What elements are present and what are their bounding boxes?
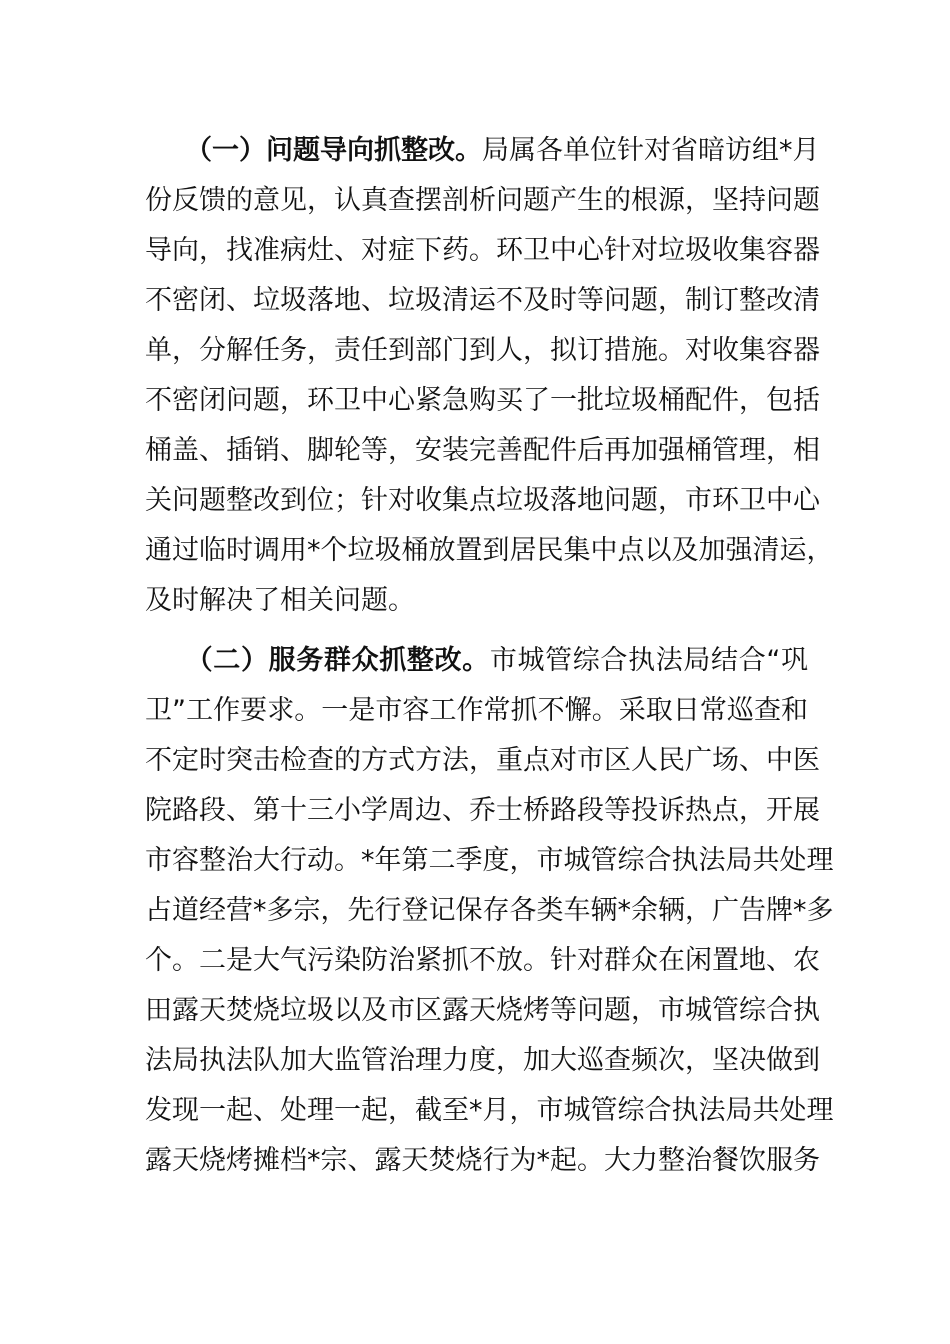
paragraph-2-heading: （二）服务群众抓整改。 xyxy=(185,645,490,676)
paragraph-2-line-8: 田露天焚烧垃圾以及市区露天烧烤等问题，市城管综合执 xyxy=(145,995,820,1026)
paragraph-2-line-9: 法局执法队加大监管治理力度，加大巡查频次，坚决做到 xyxy=(145,1045,820,1076)
paragraph-1-line-2: 份反馈的意见，认真查摆剖析问题产生的根源，坚持问题 xyxy=(145,185,820,216)
paragraph-1-line-6: 不密闭问题，环卫中心紧急购买了一批垃圾桶配件，包括 xyxy=(145,385,820,416)
paragraph-1-line-5: 单，分解任务，责任到部门到人，拟订措施。对收集容器 xyxy=(145,335,820,366)
paragraph-2-line-10: 发现一起、处理一起，截至*月，市城管综合执法局共处理 xyxy=(145,1095,834,1126)
paragraph-1-text: 局属各单位针对省暗访组*月 xyxy=(482,135,820,166)
paragraph-1-line-7: 桶盖、插销、脚轮等，安装完善配件后再加强桶管理，相 xyxy=(145,435,820,466)
paragraph-2 xyxy=(145,636,834,1186)
paragraph-1-line-3: 导向，找准病灶、对症下药。环卫中心针对垃圾收集容器 xyxy=(145,235,820,266)
paragraph-spacer xyxy=(145,626,808,636)
paragraph-2-line-4: 院路段、第十三小学周边、乔士桥路段等投诉热点，开展 xyxy=(145,795,820,826)
paragraph-2-line-5: 市容整治大行动。*年第二季度，市城管综合执法局共处理 xyxy=(145,845,834,876)
paragraph-2-line-7: 个。二是大气污染防治紧抓不放。针对群众在闲置地、农 xyxy=(145,945,820,976)
paragraph-1-line-1 xyxy=(145,126,820,176)
paragraph-1-line-4: 不密闭、垃圾落地、垃圾清运不及时等问题，制订整改清 xyxy=(145,285,820,316)
paragraph-2-line-11: 露天烧烤摊档*宗、露天焚烧行为*起。大力整治餐饮服务 xyxy=(145,1145,820,1176)
document-body xyxy=(145,126,834,1186)
paragraph-2-text: 市城管综合执法局结合“巩 xyxy=(489,645,808,676)
paragraph-1-line-10: 及时解决了相关问题。 xyxy=(145,585,415,616)
paragraph-1-line-8: 关问题整改到位；针对收集点垃圾落地问题，市环卫中心 xyxy=(145,485,820,516)
paragraph-2-line-1 xyxy=(145,636,808,686)
paragraph-1 xyxy=(145,126,834,626)
paragraph-2-line-6: 占道经营*多宗，先行登记保存各类车辆*余辆，广告牌*多 xyxy=(145,895,834,926)
paragraph-1-heading: （一）问题导向抓整改。 xyxy=(185,135,482,166)
paragraph-1-line-9: 通过临时调用*个垃圾桶放置到居民集中点以及加强清运， xyxy=(145,535,834,566)
paragraph-2-line-3: 不定时突击检查的方式方法，重点对市区人民广场、中医 xyxy=(145,745,820,776)
paragraph-2-line-2: 卫”工作要求。一是市容工作常抓不懈。采取日常巡查和 xyxy=(145,695,808,726)
